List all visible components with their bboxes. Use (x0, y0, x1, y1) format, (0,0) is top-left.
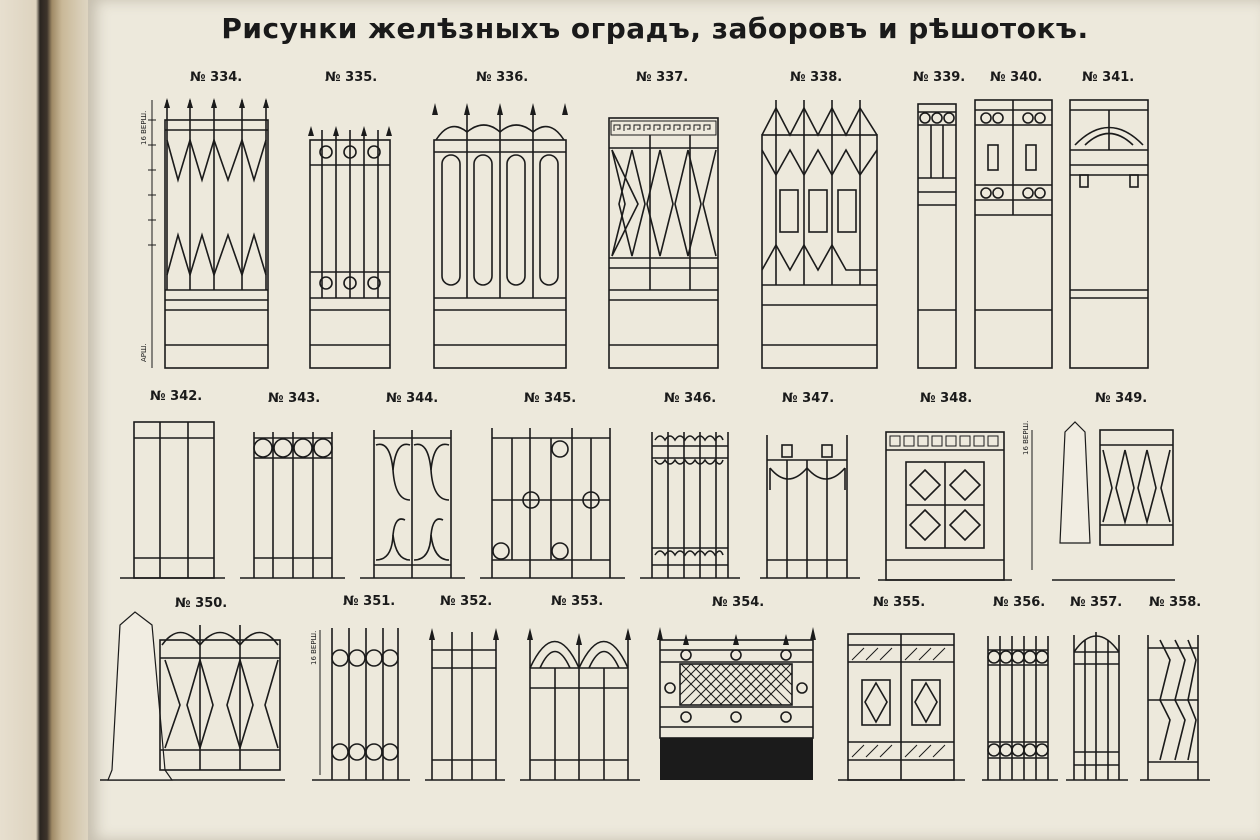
figure-label: № 347. (782, 391, 835, 406)
fence-340 (975, 70, 1052, 368)
fence-350 (100, 596, 285, 780)
fence-342 (120, 389, 225, 578)
fence-347 (760, 391, 860, 578)
fence-348 (878, 391, 1032, 580)
figure-label: № 341. (1082, 70, 1135, 85)
figure-label: № 355. (873, 595, 926, 610)
fence-351 (310, 594, 410, 780)
fence-346 (640, 391, 740, 578)
figure-label: № 346. (664, 391, 717, 406)
figure-label: № 338. (790, 70, 843, 85)
figure-label: № 335. (325, 70, 378, 85)
fence-356 (982, 595, 1058, 780)
figure-label: № 345. (524, 391, 577, 406)
scale-bottom-label: АРШ. (140, 343, 148, 362)
figure-label: № 349. (1095, 391, 1148, 406)
fence-343 (240, 391, 345, 578)
figure-label: № 342. (150, 389, 203, 404)
figure-label: № 344. (386, 391, 439, 406)
figure-label: № 334. (190, 70, 243, 85)
figure-label: № 337. (636, 70, 689, 85)
figure-label: № 356. (993, 595, 1046, 610)
page-title: Рисунки желѣзныхъ оградъ, заборовъ и рѣшотокъ. (221, 12, 1089, 45)
fence-355 (838, 595, 965, 780)
figure-label: № 350. (175, 596, 228, 611)
figure-label: № 351. (343, 594, 396, 609)
fence-339 (913, 70, 965, 368)
figure-label: № 353. (551, 594, 604, 609)
fence-344 (360, 391, 465, 578)
fence-336 (432, 70, 568, 368)
fence-358 (1140, 595, 1210, 780)
figure-label: № 336. (476, 70, 529, 85)
scale-top-label: 16 ВЕРШ. (1022, 420, 1030, 455)
fence-357 (1066, 595, 1128, 780)
fence-338 (762, 70, 877, 368)
scale-top-label: 16 ВЕРШ. (140, 110, 148, 145)
fence-353 (520, 594, 640, 780)
figure-label: № 343. (268, 391, 321, 406)
figure-label: № 357. (1070, 595, 1123, 610)
fence-352 (425, 594, 505, 780)
figure-label: № 354. (712, 595, 765, 610)
fence-335 (308, 70, 392, 368)
fence-349 (1052, 391, 1175, 580)
figure-label: № 339. (913, 70, 966, 85)
scale-top-label: 16 ВЕРШ. (310, 630, 318, 665)
fence-337 (609, 70, 718, 368)
figure-label: № 340. (990, 70, 1043, 85)
figure-label: № 358. (1149, 595, 1202, 610)
figure-label: № 352. (440, 594, 493, 609)
fence-354 (657, 595, 816, 780)
fence-334 (140, 70, 269, 368)
figure-label: № 348. (920, 391, 973, 406)
fence-341 (1070, 70, 1148, 368)
fence-345 (480, 391, 625, 578)
